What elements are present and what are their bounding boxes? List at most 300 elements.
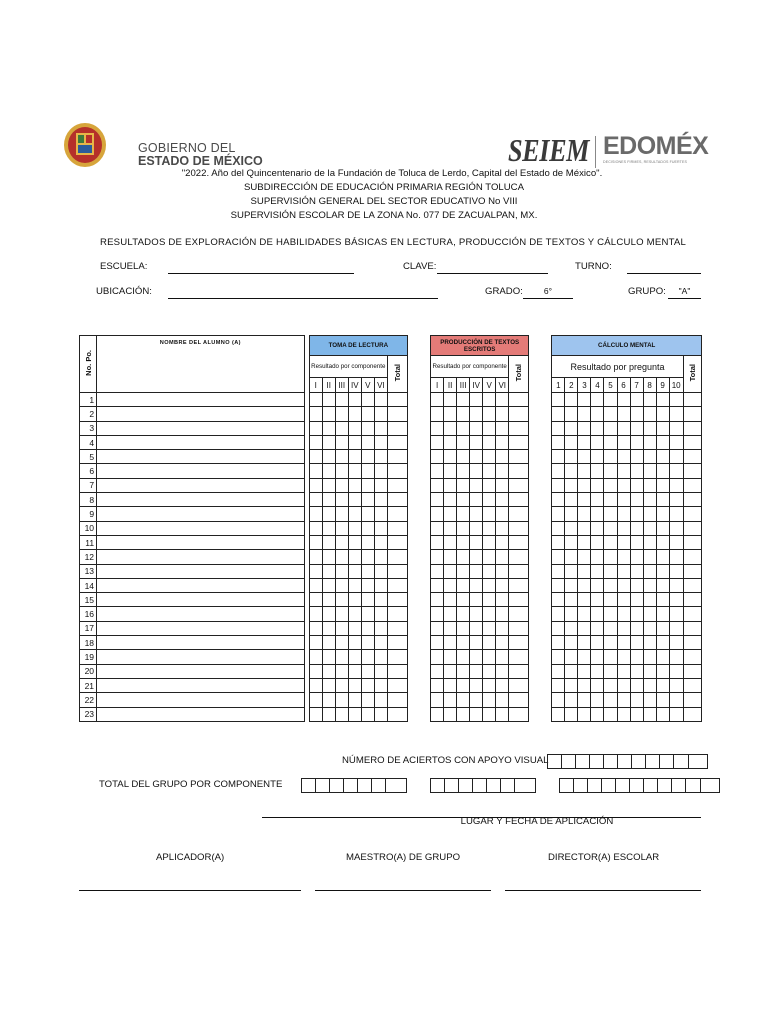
- produccion-score-cell[interactable]: [444, 664, 457, 678]
- produccion-score-cell[interactable]: [431, 578, 444, 592]
- calculo-score-cell[interactable]: [617, 650, 630, 664]
- calculo-score-cell[interactable]: [591, 621, 604, 635]
- produccion-score-cell[interactable]: [483, 535, 496, 549]
- calculo-score-cell[interactable]: [565, 407, 578, 421]
- produccion-score-cell[interactable]: [444, 550, 457, 564]
- calculo-score-cell[interactable]: [604, 507, 617, 521]
- calculo-score-cell[interactable]: [643, 478, 656, 492]
- lectura-score-cell[interactable]: [361, 578, 374, 592]
- lectura-total-cell[interactable]: [387, 478, 407, 492]
- lectura-total-cell[interactable]: [387, 421, 407, 435]
- calculo-score-cell[interactable]: [656, 607, 669, 621]
- produccion-score-cell[interactable]: [496, 507, 509, 521]
- lectura-score-cell[interactable]: [374, 678, 387, 692]
- lectura-score-cell[interactable]: [348, 393, 361, 407]
- produccion-score-cell[interactable]: [470, 593, 483, 607]
- calculo-score-cell[interactable]: [669, 535, 683, 549]
- calculo-score-cell[interactable]: [591, 421, 604, 435]
- lectura-total-cell[interactable]: [387, 707, 407, 721]
- lectura-score-cell[interactable]: [309, 450, 322, 464]
- produccion-score-cell[interactable]: [431, 593, 444, 607]
- calculo-score-cell[interactable]: [669, 521, 683, 535]
- produccion-score-cell[interactable]: [496, 464, 509, 478]
- produccion-total-cell[interactable]: [509, 693, 529, 707]
- calculo-score-cell[interactable]: [604, 435, 617, 449]
- produccion-score-cell[interactable]: [457, 478, 470, 492]
- produccion-total-cell[interactable]: [509, 707, 529, 721]
- calculo-score-cell[interactable]: [669, 435, 683, 449]
- lectura-score-cell[interactable]: [322, 421, 335, 435]
- calculo-score-cell[interactable]: [578, 493, 591, 507]
- maestro-signature-line[interactable]: [315, 890, 491, 891]
- total-grupo-cell[interactable]: [658, 779, 672, 793]
- lectura-score-cell[interactable]: [322, 535, 335, 549]
- student-name-cell[interactable]: [97, 578, 305, 592]
- produccion-score-cell[interactable]: [444, 435, 457, 449]
- total-grupo-cell[interactable]: [588, 779, 602, 793]
- student-name-cell[interactable]: [97, 407, 305, 421]
- produccion-total-cell[interactable]: [509, 621, 529, 635]
- calculo-score-cell[interactable]: [565, 578, 578, 592]
- lectura-total-cell[interactable]: [387, 593, 407, 607]
- produccion-score-cell[interactable]: [457, 407, 470, 421]
- apoyo-visual-cell[interactable]: [562, 755, 576, 769]
- calculo-score-cell[interactable]: [591, 693, 604, 707]
- lectura-score-cell[interactable]: [361, 550, 374, 564]
- lectura-score-cell[interactable]: [335, 435, 348, 449]
- student-name-cell[interactable]: [97, 478, 305, 492]
- calculo-score-cell[interactable]: [630, 578, 643, 592]
- calculo-score-cell[interactable]: [591, 407, 604, 421]
- calculo-score-cell[interactable]: [630, 493, 643, 507]
- produccion-score-cell[interactable]: [444, 507, 457, 521]
- student-name-cell[interactable]: [97, 664, 305, 678]
- calculo-score-cell[interactable]: [669, 464, 683, 478]
- calculo-score-cell[interactable]: [578, 578, 591, 592]
- calculo-score-cell[interactable]: [669, 578, 683, 592]
- calculo-score-cell[interactable]: [643, 664, 656, 678]
- total-grupo-cell[interactable]: [386, 779, 407, 793]
- produccion-score-cell[interactable]: [483, 435, 496, 449]
- calculo-score-cell[interactable]: [669, 507, 683, 521]
- produccion-score-cell[interactable]: [470, 678, 483, 692]
- produccion-score-cell[interactable]: [431, 407, 444, 421]
- lectura-score-cell[interactable]: [348, 478, 361, 492]
- produccion-score-cell[interactable]: [431, 421, 444, 435]
- produccion-score-cell[interactable]: [470, 664, 483, 678]
- apoyo-visual-cell[interactable]: [576, 755, 590, 769]
- calculo-score-cell[interactable]: [656, 478, 669, 492]
- calculo-total-cell[interactable]: [683, 593, 701, 607]
- produccion-score-cell[interactable]: [496, 693, 509, 707]
- lectura-score-cell[interactable]: [374, 550, 387, 564]
- calculo-score-cell[interactable]: [617, 521, 630, 535]
- calculo-total-cell[interactable]: [683, 393, 701, 407]
- calculo-score-cell[interactable]: [552, 621, 565, 635]
- calculo-score-cell[interactable]: [565, 464, 578, 478]
- calculo-score-cell[interactable]: [630, 678, 643, 692]
- calculo-score-cell[interactable]: [591, 707, 604, 721]
- produccion-score-cell[interactable]: [496, 435, 509, 449]
- calculo-score-cell[interactable]: [604, 407, 617, 421]
- produccion-score-cell[interactable]: [457, 621, 470, 635]
- lectura-score-cell[interactable]: [348, 707, 361, 721]
- produccion-score-cell[interactable]: [457, 664, 470, 678]
- grupo-field[interactable]: [668, 298, 701, 299]
- calculo-score-cell[interactable]: [578, 593, 591, 607]
- calculo-score-cell[interactable]: [578, 621, 591, 635]
- produccion-score-cell[interactable]: [470, 550, 483, 564]
- calculo-score-cell[interactable]: [669, 621, 683, 635]
- ubicacion-field[interactable]: [168, 298, 438, 299]
- produccion-score-cell[interactable]: [431, 535, 444, 549]
- produccion-total-cell[interactable]: [509, 435, 529, 449]
- calculo-score-cell[interactable]: [617, 535, 630, 549]
- lectura-score-cell[interactable]: [348, 650, 361, 664]
- lectura-score-cell[interactable]: [361, 493, 374, 507]
- calculo-score-cell[interactable]: [643, 507, 656, 521]
- calculo-score-cell[interactable]: [669, 550, 683, 564]
- calculo-score-cell[interactable]: [578, 707, 591, 721]
- produccion-score-cell[interactable]: [457, 593, 470, 607]
- produccion-score-cell[interactable]: [470, 450, 483, 464]
- apoyo-visual-cell[interactable]: [590, 755, 604, 769]
- produccion-score-cell[interactable]: [496, 636, 509, 650]
- calculo-score-cell[interactable]: [604, 393, 617, 407]
- produccion-score-cell[interactable]: [483, 564, 496, 578]
- lectura-score-cell[interactable]: [322, 664, 335, 678]
- produccion-score-cell[interactable]: [470, 435, 483, 449]
- lectura-score-cell[interactable]: [309, 407, 322, 421]
- calculo-score-cell[interactable]: [643, 693, 656, 707]
- calculo-score-cell[interactable]: [617, 564, 630, 578]
- calculo-score-cell[interactable]: [630, 435, 643, 449]
- lectura-total-cell[interactable]: [387, 607, 407, 621]
- lectura-score-cell[interactable]: [309, 521, 322, 535]
- lectura-score-cell[interactable]: [374, 393, 387, 407]
- produccion-score-cell[interactable]: [470, 393, 483, 407]
- calculo-score-cell[interactable]: [617, 621, 630, 635]
- calculo-score-cell[interactable]: [578, 678, 591, 692]
- lectura-score-cell[interactable]: [309, 393, 322, 407]
- calculo-score-cell[interactable]: [643, 578, 656, 592]
- produccion-score-cell[interactable]: [483, 464, 496, 478]
- calculo-total-cell[interactable]: [683, 564, 701, 578]
- produccion-score-cell[interactable]: [444, 521, 457, 535]
- calculo-score-cell[interactable]: [630, 421, 643, 435]
- calculo-score-cell[interactable]: [643, 450, 656, 464]
- calculo-score-cell[interactable]: [565, 393, 578, 407]
- lectura-total-cell[interactable]: [387, 636, 407, 650]
- total-grupo-cell[interactable]: [445, 779, 459, 793]
- lectura-score-cell[interactable]: [335, 507, 348, 521]
- lectura-score-cell[interactable]: [374, 421, 387, 435]
- lectura-score-cell[interactable]: [322, 621, 335, 635]
- lectura-score-cell[interactable]: [361, 707, 374, 721]
- lectura-score-cell[interactable]: [374, 435, 387, 449]
- calculo-score-cell[interactable]: [617, 450, 630, 464]
- calculo-score-cell[interactable]: [578, 564, 591, 578]
- calculo-score-cell[interactable]: [565, 650, 578, 664]
- calculo-score-cell[interactable]: [630, 450, 643, 464]
- lectura-score-cell[interactable]: [361, 607, 374, 621]
- produccion-score-cell[interactable]: [483, 507, 496, 521]
- calculo-score-cell[interactable]: [656, 435, 669, 449]
- calculo-total-cell[interactable]: [683, 464, 701, 478]
- lectura-score-cell[interactable]: [374, 478, 387, 492]
- total-grupo-cell[interactable]: [630, 779, 644, 793]
- calculo-score-cell[interactable]: [656, 535, 669, 549]
- calculo-score-cell[interactable]: [630, 564, 643, 578]
- calculo-score-cell[interactable]: [591, 564, 604, 578]
- calculo-score-cell[interactable]: [565, 435, 578, 449]
- escuela-field[interactable]: [168, 273, 354, 274]
- student-name-cell[interactable]: [97, 550, 305, 564]
- lectura-score-cell[interactable]: [322, 478, 335, 492]
- apoyo-visual-cell[interactable]: [660, 755, 674, 769]
- calculo-total-cell[interactable]: [683, 650, 701, 664]
- calculo-score-cell[interactable]: [565, 493, 578, 507]
- lectura-score-cell[interactable]: [348, 450, 361, 464]
- calculo-score-cell[interactable]: [617, 550, 630, 564]
- calculo-score-cell[interactable]: [656, 621, 669, 635]
- calculo-score-cell[interactable]: [617, 478, 630, 492]
- lectura-score-cell[interactable]: [309, 593, 322, 607]
- produccion-score-cell[interactable]: [470, 650, 483, 664]
- calculo-score-cell[interactable]: [552, 507, 565, 521]
- calculo-total-cell[interactable]: [683, 636, 701, 650]
- lectura-score-cell[interactable]: [335, 607, 348, 621]
- total-grupo-cell[interactable]: [473, 779, 487, 793]
- lectura-total-cell[interactable]: [387, 664, 407, 678]
- produccion-total-cell[interactable]: [509, 593, 529, 607]
- produccion-score-cell[interactable]: [483, 421, 496, 435]
- director-signature-line[interactable]: [505, 890, 701, 891]
- produccion-score-cell[interactable]: [457, 607, 470, 621]
- produccion-score-cell[interactable]: [470, 621, 483, 635]
- lectura-score-cell[interactable]: [335, 593, 348, 607]
- calculo-score-cell[interactable]: [656, 564, 669, 578]
- lectura-score-cell[interactable]: [374, 693, 387, 707]
- calculo-score-cell[interactable]: [630, 636, 643, 650]
- lectura-score-cell[interactable]: [361, 664, 374, 678]
- calculo-score-cell[interactable]: [565, 507, 578, 521]
- lectura-score-cell[interactable]: [348, 664, 361, 678]
- calculo-score-cell[interactable]: [565, 636, 578, 650]
- produccion-score-cell[interactable]: [470, 421, 483, 435]
- produccion-score-cell[interactable]: [444, 478, 457, 492]
- calculo-score-cell[interactable]: [604, 535, 617, 549]
- lectura-total-cell[interactable]: [387, 493, 407, 507]
- calculo-score-cell[interactable]: [565, 607, 578, 621]
- produccion-total-cell[interactable]: [509, 450, 529, 464]
- calculo-score-cell[interactable]: [630, 521, 643, 535]
- produccion-score-cell[interactable]: [457, 393, 470, 407]
- total-grupo-cell[interactable]: [644, 779, 658, 793]
- lectura-score-cell[interactable]: [374, 407, 387, 421]
- lectura-score-cell[interactable]: [335, 421, 348, 435]
- lectura-score-cell[interactable]: [361, 678, 374, 692]
- lectura-total-cell[interactable]: [387, 521, 407, 535]
- calculo-total-cell[interactable]: [683, 407, 701, 421]
- lectura-score-cell[interactable]: [348, 550, 361, 564]
- lectura-score-cell[interactable]: [348, 421, 361, 435]
- lectura-score-cell[interactable]: [348, 636, 361, 650]
- produccion-score-cell[interactable]: [457, 693, 470, 707]
- aplicador-signature-line[interactable]: [79, 890, 301, 891]
- calculo-score-cell[interactable]: [565, 535, 578, 549]
- lectura-score-cell[interactable]: [335, 578, 348, 592]
- calculo-score-cell[interactable]: [552, 521, 565, 535]
- calculo-score-cell[interactable]: [578, 507, 591, 521]
- produccion-score-cell[interactable]: [457, 550, 470, 564]
- calculo-score-cell[interactable]: [630, 535, 643, 549]
- student-name-cell[interactable]: [97, 564, 305, 578]
- calculo-score-cell[interactable]: [669, 493, 683, 507]
- student-name-cell[interactable]: [97, 450, 305, 464]
- calculo-score-cell[interactable]: [617, 693, 630, 707]
- calculo-score-cell[interactable]: [578, 550, 591, 564]
- lectura-score-cell[interactable]: [348, 607, 361, 621]
- lectura-score-cell[interactable]: [361, 535, 374, 549]
- produccion-score-cell[interactable]: [457, 578, 470, 592]
- calculo-score-cell[interactable]: [591, 464, 604, 478]
- lectura-score-cell[interactable]: [348, 578, 361, 592]
- lectura-total-cell[interactable]: [387, 621, 407, 635]
- grado-field[interactable]: [523, 298, 573, 299]
- lectura-score-cell[interactable]: [348, 493, 361, 507]
- student-name-cell[interactable]: [97, 678, 305, 692]
- lectura-score-cell[interactable]: [374, 578, 387, 592]
- calculo-score-cell[interactable]: [604, 664, 617, 678]
- produccion-score-cell[interactable]: [457, 493, 470, 507]
- calculo-score-cell[interactable]: [604, 521, 617, 535]
- calculo-score-cell[interactable]: [617, 464, 630, 478]
- calculo-score-cell[interactable]: [630, 664, 643, 678]
- calculo-score-cell[interactable]: [617, 707, 630, 721]
- calculo-score-cell[interactable]: [578, 650, 591, 664]
- calculo-score-cell[interactable]: [565, 450, 578, 464]
- produccion-score-cell[interactable]: [444, 421, 457, 435]
- calculo-score-cell[interactable]: [552, 478, 565, 492]
- calculo-score-cell[interactable]: [669, 393, 683, 407]
- total-grupo-cell[interactable]: [302, 779, 316, 793]
- lectura-score-cell[interactable]: [374, 664, 387, 678]
- produccion-total-cell[interactable]: [509, 464, 529, 478]
- calculo-score-cell[interactable]: [565, 693, 578, 707]
- lectura-total-cell[interactable]: [387, 464, 407, 478]
- lectura-score-cell[interactable]: [322, 407, 335, 421]
- produccion-score-cell[interactable]: [444, 578, 457, 592]
- lectura-score-cell[interactable]: [361, 421, 374, 435]
- produccion-total-cell[interactable]: [509, 507, 529, 521]
- lectura-total-cell[interactable]: [387, 407, 407, 421]
- produccion-score-cell[interactable]: [431, 636, 444, 650]
- lectura-score-cell[interactable]: [309, 507, 322, 521]
- calculo-score-cell[interactable]: [669, 478, 683, 492]
- produccion-score-cell[interactable]: [431, 621, 444, 635]
- calculo-score-cell[interactable]: [643, 407, 656, 421]
- apoyo-visual-cell[interactable]: [674, 755, 689, 769]
- lectura-score-cell[interactable]: [348, 621, 361, 635]
- produccion-score-cell[interactable]: [431, 707, 444, 721]
- lectura-score-cell[interactable]: [322, 564, 335, 578]
- calculo-score-cell[interactable]: [617, 664, 630, 678]
- lectura-score-cell[interactable]: [348, 593, 361, 607]
- calculo-score-cell[interactable]: [604, 493, 617, 507]
- calculo-score-cell[interactable]: [604, 464, 617, 478]
- lectura-score-cell[interactable]: [348, 464, 361, 478]
- lectura-score-cell[interactable]: [309, 650, 322, 664]
- produccion-score-cell[interactable]: [483, 407, 496, 421]
- calculo-score-cell[interactable]: [578, 478, 591, 492]
- apoyo-visual-cell[interactable]: [618, 755, 632, 769]
- calculo-score-cell[interactable]: [591, 435, 604, 449]
- lectura-score-cell[interactable]: [322, 550, 335, 564]
- calculo-total-cell[interactable]: [683, 664, 701, 678]
- lectura-score-cell[interactable]: [374, 564, 387, 578]
- calculo-score-cell[interactable]: [604, 593, 617, 607]
- calculo-score-cell[interactable]: [669, 564, 683, 578]
- calculo-score-cell[interactable]: [669, 707, 683, 721]
- calculo-score-cell[interactable]: [604, 450, 617, 464]
- total-grupo-cell[interactable]: [686, 779, 701, 793]
- produccion-score-cell[interactable]: [457, 678, 470, 692]
- calculo-score-cell[interactable]: [643, 607, 656, 621]
- calculo-score-cell[interactable]: [591, 593, 604, 607]
- calculo-score-cell[interactable]: [643, 464, 656, 478]
- produccion-score-cell[interactable]: [496, 621, 509, 635]
- lectura-score-cell[interactable]: [348, 564, 361, 578]
- produccion-score-cell[interactable]: [470, 636, 483, 650]
- calculo-score-cell[interactable]: [630, 550, 643, 564]
- produccion-score-cell[interactable]: [470, 464, 483, 478]
- calculo-score-cell[interactable]: [656, 593, 669, 607]
- calculo-score-cell[interactable]: [669, 421, 683, 435]
- calculo-score-cell[interactable]: [656, 578, 669, 592]
- lectura-score-cell[interactable]: [374, 707, 387, 721]
- calculo-total-cell[interactable]: [683, 521, 701, 535]
- calculo-score-cell[interactable]: [643, 550, 656, 564]
- produccion-score-cell[interactable]: [496, 650, 509, 664]
- produccion-total-cell[interactable]: [509, 407, 529, 421]
- calculo-score-cell[interactable]: [617, 393, 630, 407]
- produccion-score-cell[interactable]: [431, 678, 444, 692]
- produccion-total-cell[interactable]: [509, 636, 529, 650]
- student-name-cell[interactable]: [97, 464, 305, 478]
- calculo-score-cell[interactable]: [552, 607, 565, 621]
- total-grupo-cell[interactable]: [344, 779, 358, 793]
- lectura-score-cell[interactable]: [309, 435, 322, 449]
- produccion-score-cell[interactable]: [444, 650, 457, 664]
- produccion-total-cell[interactable]: [509, 564, 529, 578]
- lectura-total-cell[interactable]: [387, 507, 407, 521]
- calculo-score-cell[interactable]: [656, 421, 669, 435]
- produccion-score-cell[interactable]: [483, 664, 496, 678]
- calculo-score-cell[interactable]: [617, 407, 630, 421]
- calculo-score-cell[interactable]: [604, 707, 617, 721]
- produccion-score-cell[interactable]: [496, 678, 509, 692]
- calculo-score-cell[interactable]: [643, 435, 656, 449]
- calculo-score-cell[interactable]: [591, 535, 604, 549]
- total-grupo-cell[interactable]: [701, 779, 720, 793]
- calculo-score-cell[interactable]: [591, 636, 604, 650]
- produccion-score-cell[interactable]: [483, 478, 496, 492]
- lectura-score-cell[interactable]: [309, 421, 322, 435]
- produccion-score-cell[interactable]: [457, 564, 470, 578]
- lectura-score-cell[interactable]: [374, 493, 387, 507]
- calculo-score-cell[interactable]: [617, 507, 630, 521]
